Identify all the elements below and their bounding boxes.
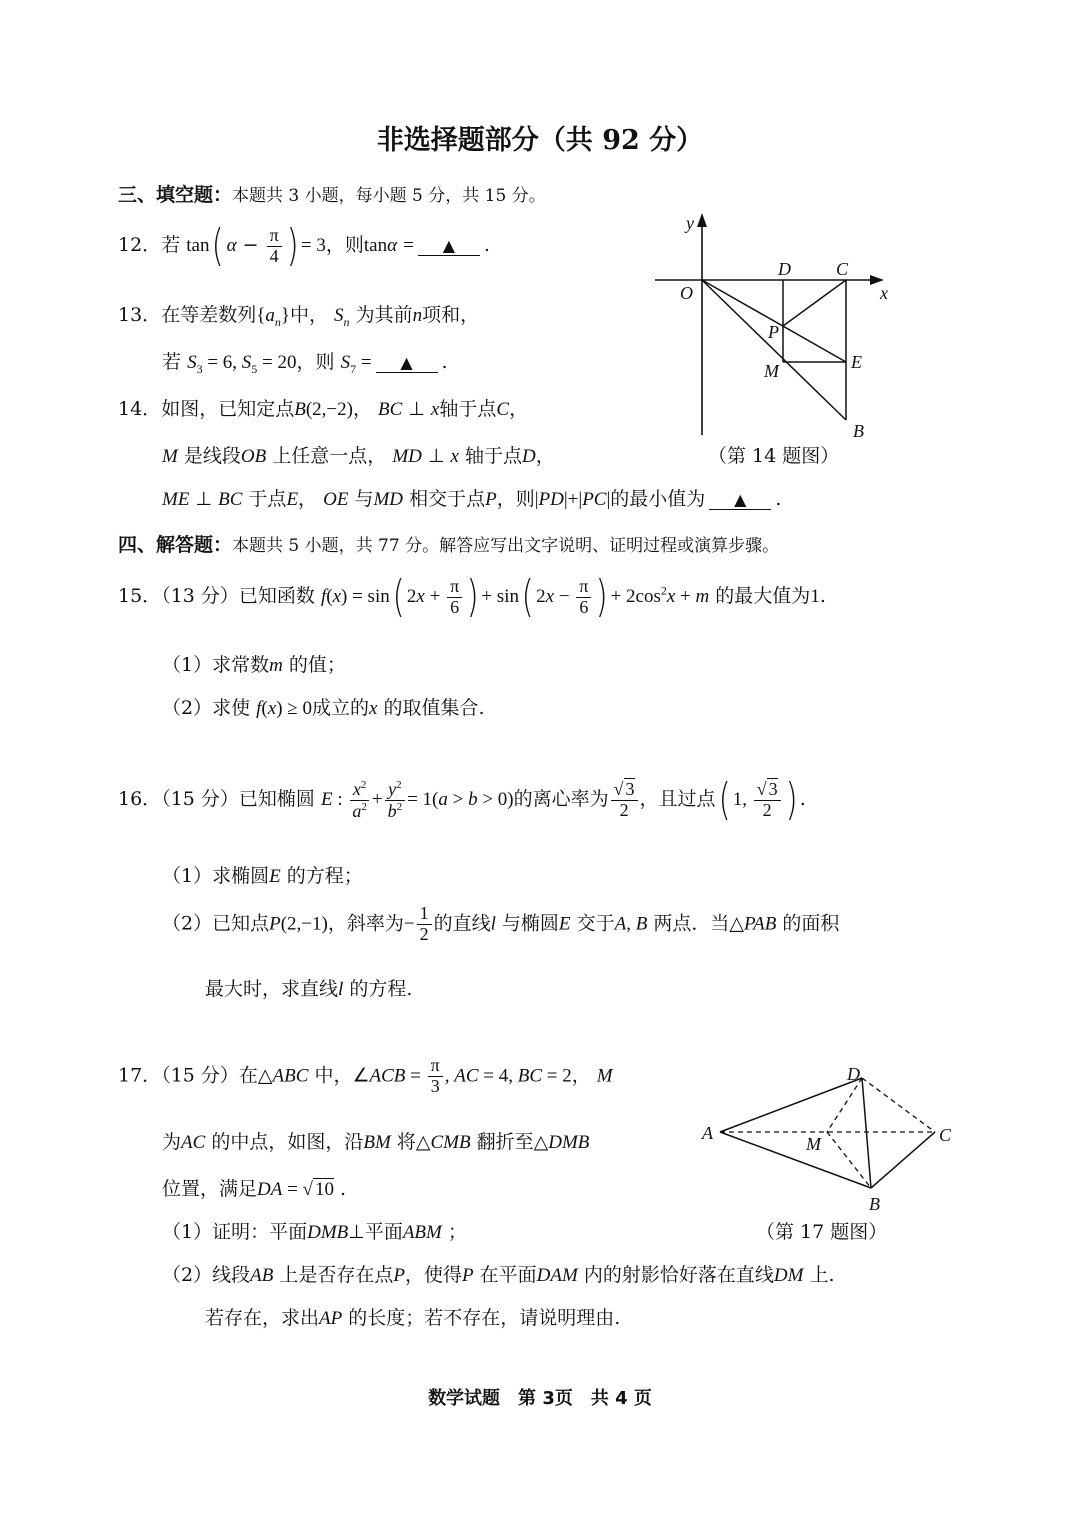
edge-ad — [720, 1078, 862, 1132]
figure-14-diagram — [640, 205, 910, 445]
label-c: C — [836, 259, 849, 279]
question-17-part-1: （1）证明：平面DMB⊥平面ABM ； — [162, 1221, 467, 1243]
section-3-header: 三、填空题：本题共 3 小题，每小题 5 分，共 15 分。 — [118, 184, 546, 206]
question-17-part-2: （2）线段AB 上是否存在点P，使得P 在平面DAM 内的射影恰好落在直线DM 上. — [162, 1264, 835, 1286]
section-4-header: 四、解答题：本题共 5 小题，共 77 分。解答应写出文字说明、证明过程或演算步骤。 — [118, 534, 780, 556]
label-e: E — [851, 352, 862, 372]
label-x: x — [880, 283, 888, 303]
edge-dm-dashed — [827, 1078, 862, 1132]
question-14-line1: 14．如图，已知定点B(2,−2)， BC ⊥ x轴于点C， — [118, 398, 529, 420]
label-o: O — [680, 283, 693, 303]
figure-17-caption: （第 17 题图） — [756, 1221, 888, 1243]
label-b: B — [853, 421, 864, 441]
question-17-line2: 为AC 的中点，如图，沿BM 将△CMB 翻折至△DMB — [162, 1131, 590, 1153]
question-16-part-1: （1）求椭圆E 的方程； — [162, 865, 363, 887]
label-c: C — [939, 1125, 952, 1145]
label-y: y — [686, 213, 694, 233]
question-15-part-2: （2）求使 f(x) ≥ 0成立的x 的取值集合. — [162, 697, 485, 719]
page-footer: 数学试题 第 3页 共 4 页 — [428, 1388, 652, 1409]
edge-bc — [871, 1132, 935, 1188]
label-p: P — [768, 322, 779, 342]
question-14-line3: ME ⊥ BC 于点E， OE 与MD 相交于点P，则|PD|+|PC|的最小值为 ▲ . — [162, 488, 782, 510]
label-a: A — [702, 1123, 713, 1143]
question-13-line2: 若 $S_3 = 6$, $S_5 = 20$，则 $S_7$ = ▲ . — [162, 351, 448, 376]
question-16: 16．（15 分）已知椭圆 E : $\frac{x^2}{a^2}$ + $\frac{y^2}{b^2}$ = 1(a > b > 0)的离心率为 $\frac{√ 3}{2}$ ，且过点( 1, $\frac{√ 3}{2}$ ) . — [118, 774, 806, 825]
label-d: D — [847, 1064, 860, 1084]
question-16-part-2: （2）已知点P(2,−1)，斜率为− $\frac{1}{2}$ 的直线l 与椭圆E 交于A, B 两点．当△PAB 的面积 — [162, 903, 840, 944]
label-m: M — [806, 1134, 821, 1154]
label-d: D — [778, 259, 791, 279]
question-16-part-2-line2: 最大时，求直线l 的方程. — [205, 978, 413, 1000]
question-15: 15．（13 分）已知函数 f(x) = sin( 2x + $\frac{\pi}{6}$ ) + sin( 2x − $\frac{\pi}{6}$ ) + $2\cos^2x + m$ 的最大值为1. — [118, 571, 826, 622]
question-17-line3: 位置，满足DA = √ 10 . — [162, 1178, 347, 1200]
y-axis-arrow — [697, 213, 707, 227]
segment-pc — [783, 280, 846, 326]
page-title: 非选择题部分（共 92 分） — [376, 125, 704, 156]
question-17-line1: 17．（15 分）在△ABC 中，∠ACB = $\frac{\pi}{3}$ , AC = 4, BC = 2， M — [118, 1055, 613, 1096]
question-15-part-1: （1）求常数m 的值； — [162, 654, 346, 676]
label-b: B — [869, 1194, 880, 1214]
edge-dc-dashed — [862, 1078, 935, 1132]
figure-14-caption: （第 14 题图） — [708, 445, 840, 467]
figure-17-diagram — [695, 1058, 970, 1218]
question-17-part-2-line2: 若存在，求出AP 的长度；若不存在，请说明理由. — [205, 1307, 621, 1329]
question-12: 12．若 tan( α − $\frac{\pi}{4}$ ) = 3，则tanα = ▲ . — [118, 220, 490, 271]
question-13-line1: 13．在等差数列$\{a_n\}$中， $S_n$ 为其前n项和， — [118, 304, 480, 329]
edge-db — [862, 1078, 871, 1188]
label-m: M — [764, 361, 779, 381]
edge-ab — [720, 1132, 871, 1188]
question-14-line2: M 是线段OB 上任意一点， MD ⊥ x 轴于点D， — [162, 445, 555, 467]
